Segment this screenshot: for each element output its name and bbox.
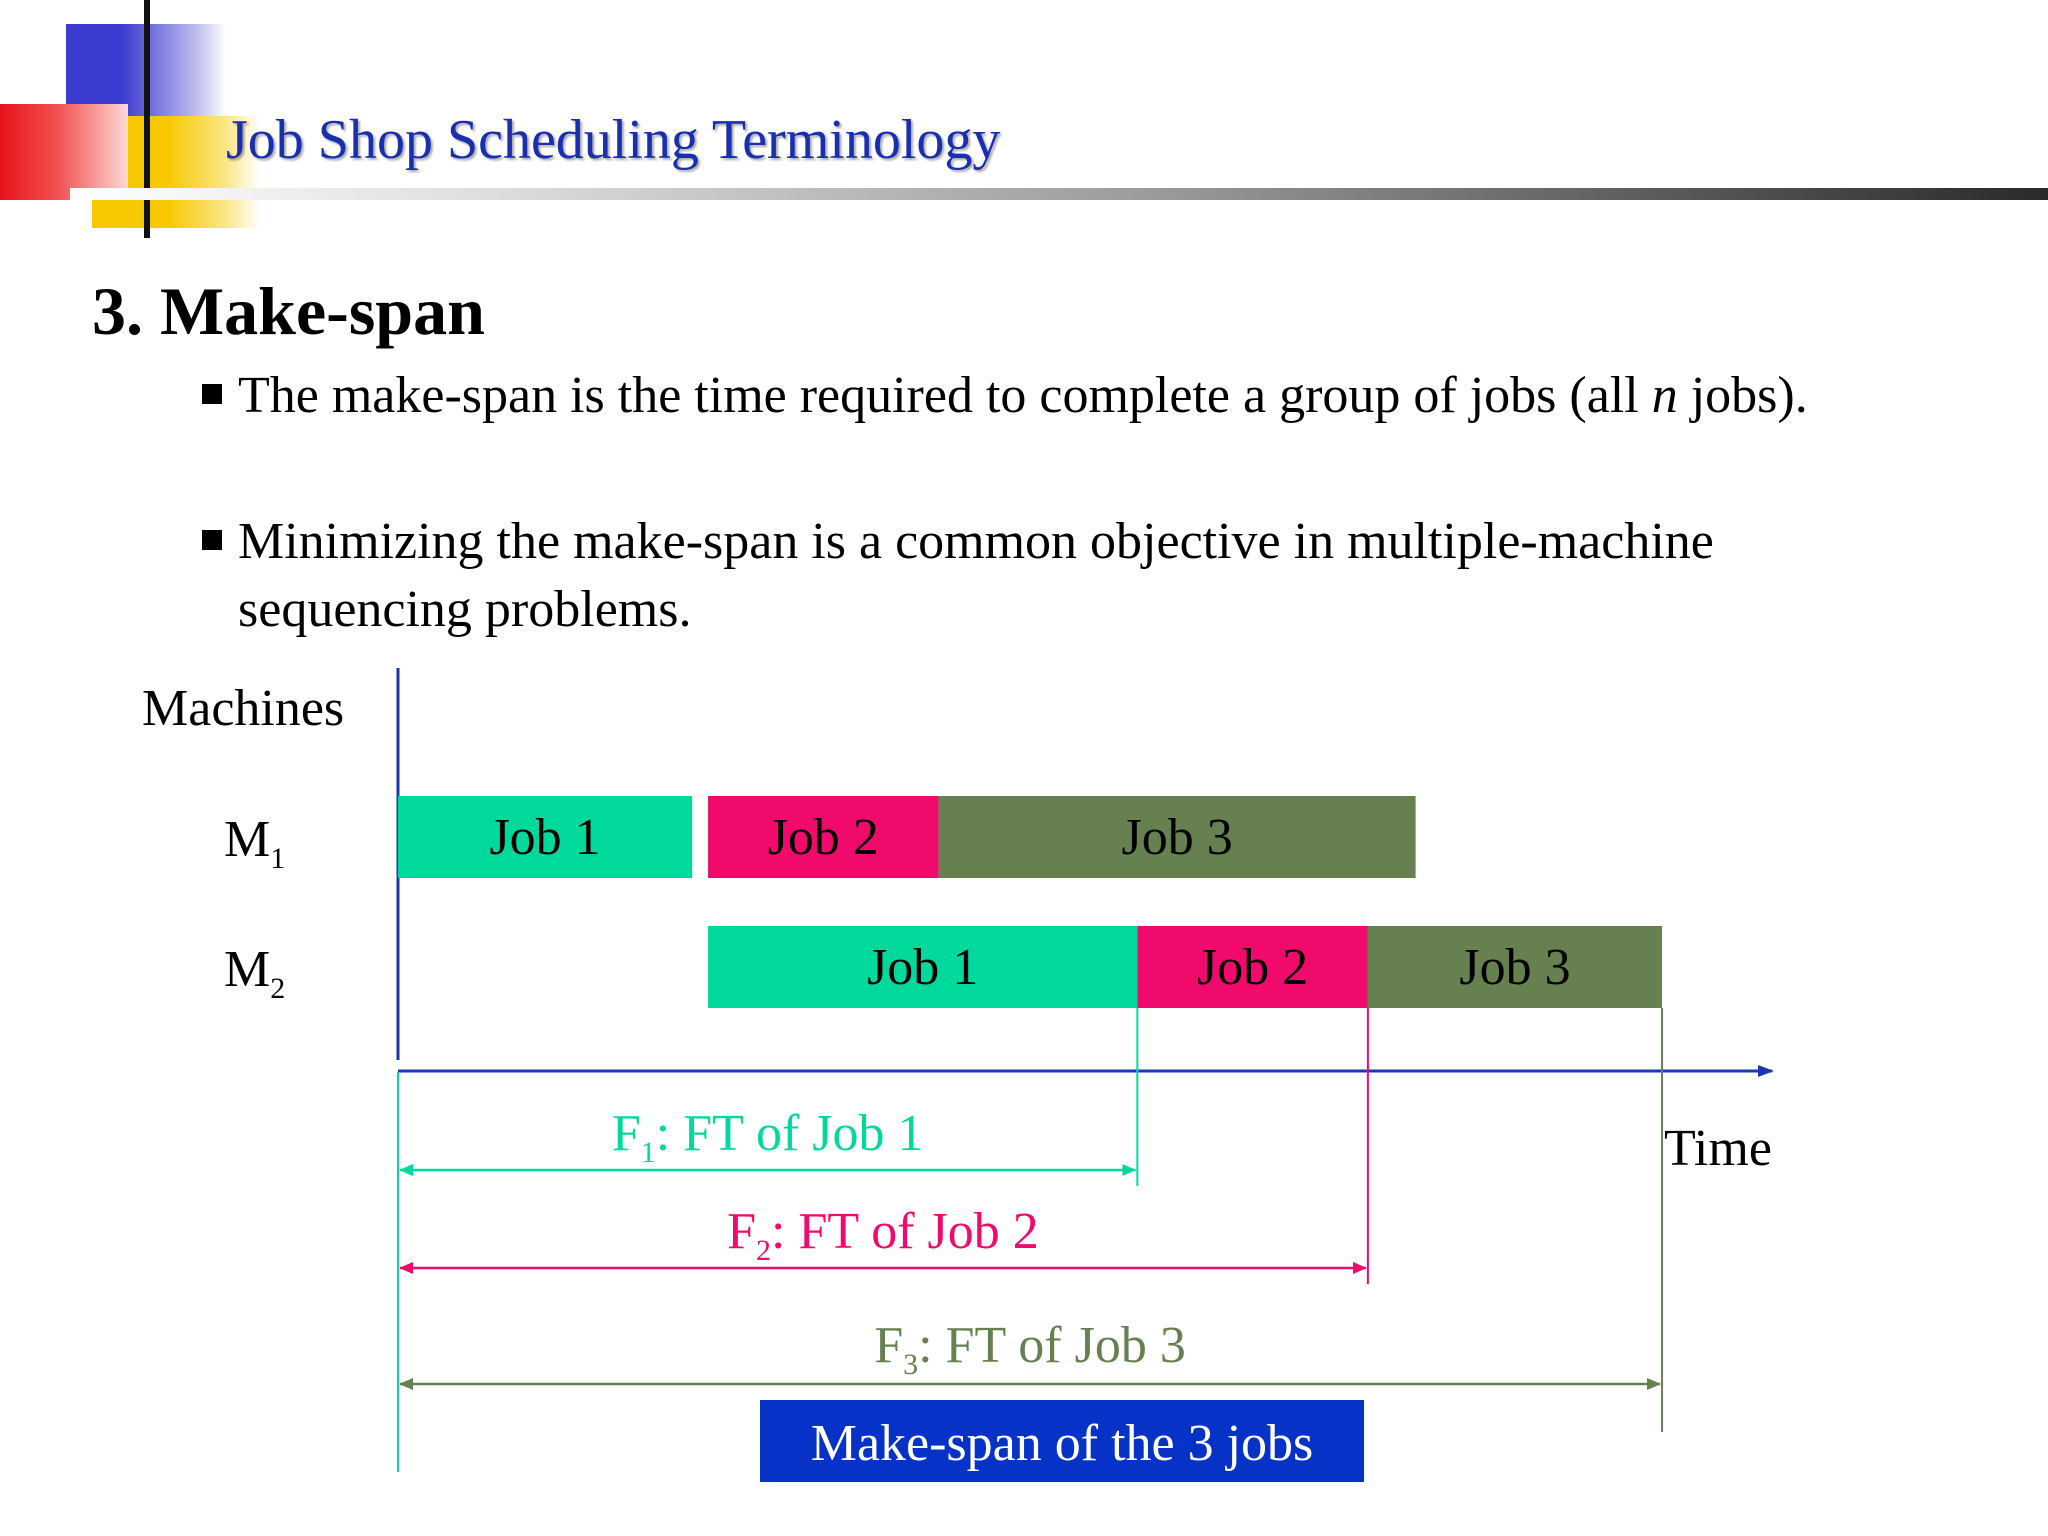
flow-label-job2: $F_2$: FT of Job 2 <box>727 1203 1039 1267</box>
flow-label-job1: $F_1$: FT of Job 1 <box>611 1105 924 1169</box>
bar-label-m2-job3: Job 3 <box>1459 939 1571 996</box>
bar-label-m1-job1: Job 1 <box>489 809 601 866</box>
bar-label-m2-job2: Job 2 <box>1197 939 1309 996</box>
bullet-text: Minimizing the make-span is a common objective in multiple-machine sequencing problems. <box>238 513 1714 638</box>
time-axis-label: Time <box>1664 1120 1772 1177</box>
bullet-italic-n: n <box>1651 367 1678 424</box>
machine-label-m1: $M_1$ <box>224 811 286 875</box>
slide-title: Job Shop Scheduling Terminology <box>226 109 1001 171</box>
bullet-text-tail: jobs). <box>1677 367 1808 424</box>
bar-label-m1-job3: Job 3 <box>1121 809 1233 866</box>
flow-label-job3: $F_3$: FT of Job 3 <box>874 1317 1186 1381</box>
makespan-label: Make-span of the 3 jobs <box>810 1415 1314 1472</box>
section-heading: 3. Make-span <box>92 273 485 349</box>
y-axis-label: Machines <box>142 680 345 737</box>
machine-label-m2: $M_2$ <box>224 941 286 1005</box>
bar-label-m1-job2: Job 2 <box>767 809 879 866</box>
bar-label-m2-job1: Job 1 <box>867 939 979 996</box>
bullet-text: The make-span is the time required to complete a group of jobs (all <box>238 367 1652 424</box>
gantt-bars <box>398 796 1662 1008</box>
